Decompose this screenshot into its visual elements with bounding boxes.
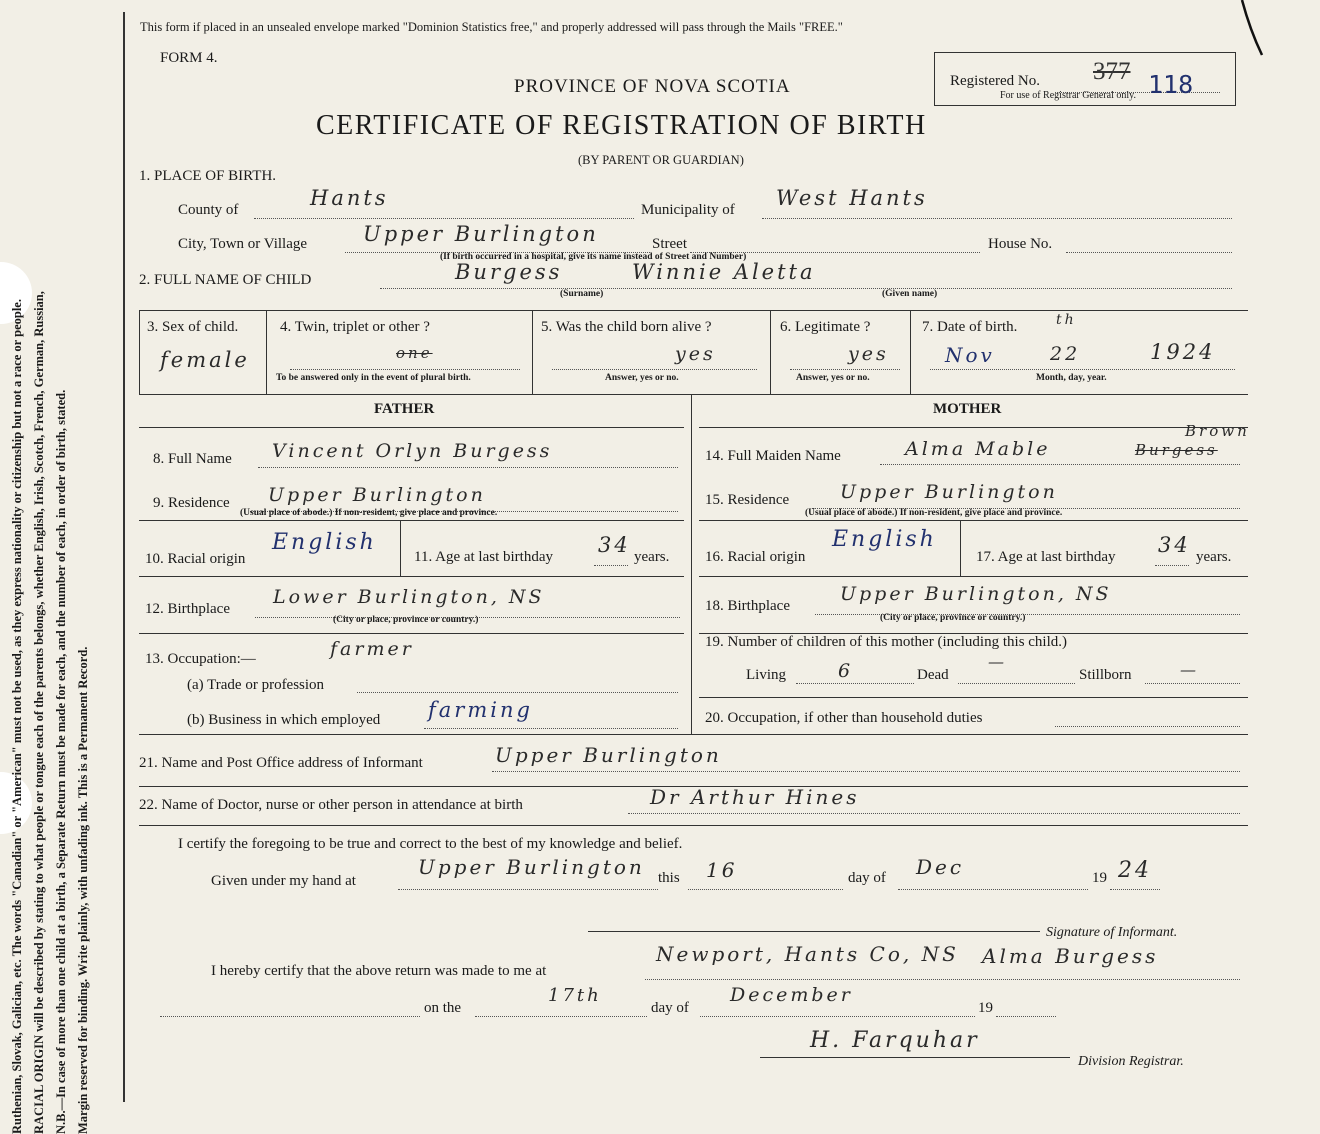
sex-value: female (160, 348, 250, 372)
father-birthplace: Lower Burlington, NS (273, 586, 545, 608)
informant-value: Upper Burlington (495, 743, 722, 767)
province-heading: PROVINCE OF NOVA SCOTIA (514, 76, 791, 97)
alive-note: Answer, yes or no. (605, 373, 679, 383)
mother-birthplace-note: (City or place, province or country.) (880, 613, 1026, 623)
house-label: House No. (988, 236, 1053, 252)
side-notes (6, 74, 94, 1134)
twin-label: 4. Twin, triplet or other ? (280, 319, 430, 335)
mother-res-label: 15. Residence (705, 492, 790, 508)
mother-res-note: (Usual place of abode.) If non-resident, give place and province. (805, 508, 1063, 518)
father-race: English (272, 530, 377, 555)
place-heading: 1. PLACE OF BIRTH. (139, 168, 277, 184)
child-given-name: Winnie Aletta (632, 260, 816, 284)
year-prefix: 19 (1092, 870, 1107, 886)
mother-race: English (832, 527, 937, 552)
certify-line: I certify the foregoing to be true and correct to the best of my knowledge and belief. (178, 836, 683, 852)
father-years: years. (634, 549, 670, 565)
mother-age: 34 (1158, 533, 1191, 557)
county-value: Hants (310, 186, 389, 210)
father-business-label: (b) Business in which employed (187, 712, 381, 728)
this-label: this (658, 870, 680, 886)
form-left-border (123, 12, 125, 1102)
mother-name-label: 14. Full Maiden Name (705, 448, 841, 464)
city-value: Upper Burlington (363, 222, 599, 246)
mother-age-label: 17. Age at last birthday (976, 549, 1116, 565)
pen-stroke (1238, 0, 1268, 60)
living-label: Living (746, 667, 786, 683)
father-age: 34 (598, 533, 631, 557)
father-heading: FATHER (374, 401, 435, 417)
signature-label: Signature of Informant. (1046, 925, 1178, 940)
doctor-value: Dr Arthur Hines (650, 785, 860, 809)
page-title: CERTIFICATE OF REGISTRATION OF BIRTH (316, 110, 927, 141)
mother-years: years. (1196, 549, 1232, 565)
mother-occ-label: 20. Occupation, if other than household duties (705, 710, 983, 726)
stillborn-label: Stillborn (1079, 667, 1132, 683)
side-note-2: N.B.—In case of more than one child at a birth, a Separate Return must be made for each, and the number of each, in order of birth, stated. (54, 389, 68, 1134)
dob-label: 7. Date of birth. (922, 319, 1018, 335)
living-value: 6 (838, 660, 854, 682)
father-business: farming (428, 698, 533, 722)
dob-note: Month, day, year. (1036, 373, 1107, 383)
twin-note: To be answered only in the event of plural birth. (276, 373, 471, 383)
mother-birthplace-label: 18. Birthplace (705, 598, 790, 614)
father-res-note: (Usual place of abode.) If non-resident, give place and province. (240, 508, 498, 518)
on-year-prefix: 19 (978, 1000, 993, 1016)
side-note-1: Margin reserved for binding. Write plainly, with unfading ink. This is a Permanent Record. (76, 646, 90, 1134)
child-name-label: 2. FULL NAME OF CHILD (139, 272, 312, 288)
registrar-signature: H. Farquhar (810, 1028, 980, 1053)
mother-heading: MOTHER (933, 401, 1002, 417)
father-trade-label: (a) Trade or profession (187, 677, 325, 693)
father-race-label: 10. Racial origin (145, 551, 246, 567)
registered-number: 118 (1148, 70, 1194, 99)
surname-note: (Surname) (560, 289, 604, 299)
mother-name: Alma Mable (905, 438, 1051, 460)
street-note: (If birth occurred in a hospital, give its name instead of Street and Number) (440, 252, 747, 262)
given-label: Given under my hand at (211, 873, 356, 889)
given-place: Upper Burlington (418, 855, 645, 879)
street-label: Street (652, 236, 687, 252)
registered-struck: 377 (1093, 58, 1131, 85)
municipality-value: West Hants (776, 186, 928, 210)
dob-day: 22 (1050, 343, 1081, 365)
father-residence: Upper Burlington (268, 484, 486, 506)
legit-label: 6. Legitimate ? (780, 319, 871, 335)
county-label: County of (178, 202, 239, 218)
registered-label: Registered No. (950, 73, 1040, 89)
father-age-label: 11. Age at last birthday (414, 549, 553, 565)
mail-note: This form if placed in an unsealed envelope marked "Dominion Statistics free," and properly addressed will pass through the Mails "FREE." (140, 20, 843, 34)
mother-name-struck: Burgess (1135, 441, 1218, 459)
given-year-suffix: 24 (1118, 858, 1152, 883)
on-month: December (730, 984, 853, 1006)
stillborn-value: — (1180, 660, 1199, 679)
dead-label: Dead (917, 667, 949, 683)
father-birthplace-note: (City or place, province or country.) (333, 615, 479, 625)
alive-label: 5. Was the child born alive ? (541, 319, 712, 335)
child-surname: Burgess (455, 260, 563, 284)
mother-residence: Upper Burlington (840, 481, 1058, 503)
doctor-label: 22. Name of Doctor, nurse or other person in attendance at birth (139, 797, 523, 813)
twin-value: one (396, 344, 433, 362)
legit-note: Answer, yes or no. (796, 373, 870, 383)
legit-value: yes (848, 343, 889, 365)
registrar-label: Division Registrar. (1078, 1054, 1184, 1069)
informant-label: 21. Name and Post Office address of Informant (139, 755, 423, 771)
given-note: (Given name) (882, 289, 938, 299)
mother-race-label: 16. Racial origin (705, 549, 806, 565)
municipality-label: Municipality of (641, 202, 735, 218)
dob-month: Nov (945, 343, 995, 367)
dob-year: 1924 (1150, 340, 1216, 364)
return-place: Newport, Hants Co, NS (656, 942, 959, 966)
on-day-label: day of (651, 1000, 689, 1016)
father-occupation: farmer (330, 638, 414, 660)
form-number: FORM 4. (160, 50, 218, 66)
informant-signature: Alma Burgess (982, 944, 1159, 968)
return-label: I hereby certify that the above return was made to me at (211, 963, 547, 979)
mother-name-added: Brown (1185, 422, 1250, 440)
mother-birthplace: Upper Burlington, NS (840, 583, 1112, 605)
day-label: day of (848, 870, 886, 886)
father-birthplace-label: 12. Birthplace (145, 601, 230, 617)
registrar-note: For use of Registrar General only. (1000, 90, 1136, 101)
city-label: City, Town or Village (178, 236, 308, 252)
alive-value: yes (675, 343, 716, 365)
sex-label: 3. Sex of child. (147, 319, 239, 335)
page-subtitle: (BY PARENT OR GUARDIAN) (578, 153, 744, 167)
dead-value: — (988, 652, 1007, 671)
father-res-label: 9. Residence (153, 495, 230, 511)
father-name-label: 8. Full Name (153, 451, 232, 467)
on-day: 17th (548, 985, 602, 1006)
father-occ-label: 13. Occupation:— (145, 651, 256, 667)
father-name: Vincent Orlyn Burgess (272, 440, 553, 462)
mother-children-label: 19. Number of children of this mother (including this child.) (705, 634, 1068, 650)
side-note-4: Ruthenian, Slovak, Galician, etc. The words "Canadian" or "American" must not be used, as they express nationality or citizenship but not a race or people. (10, 299, 24, 1134)
given-day: 16 (706, 858, 738, 882)
dob-superscript: th (1056, 312, 1077, 328)
on-label: on the (424, 1000, 462, 1016)
given-month: Dec (916, 855, 965, 879)
side-note-3: RACIAL ORIGIN will be described by stating to what people or tongue each of the parents belongs, whether English, Irish, Scotch, French, German, Russian, (32, 291, 46, 1134)
